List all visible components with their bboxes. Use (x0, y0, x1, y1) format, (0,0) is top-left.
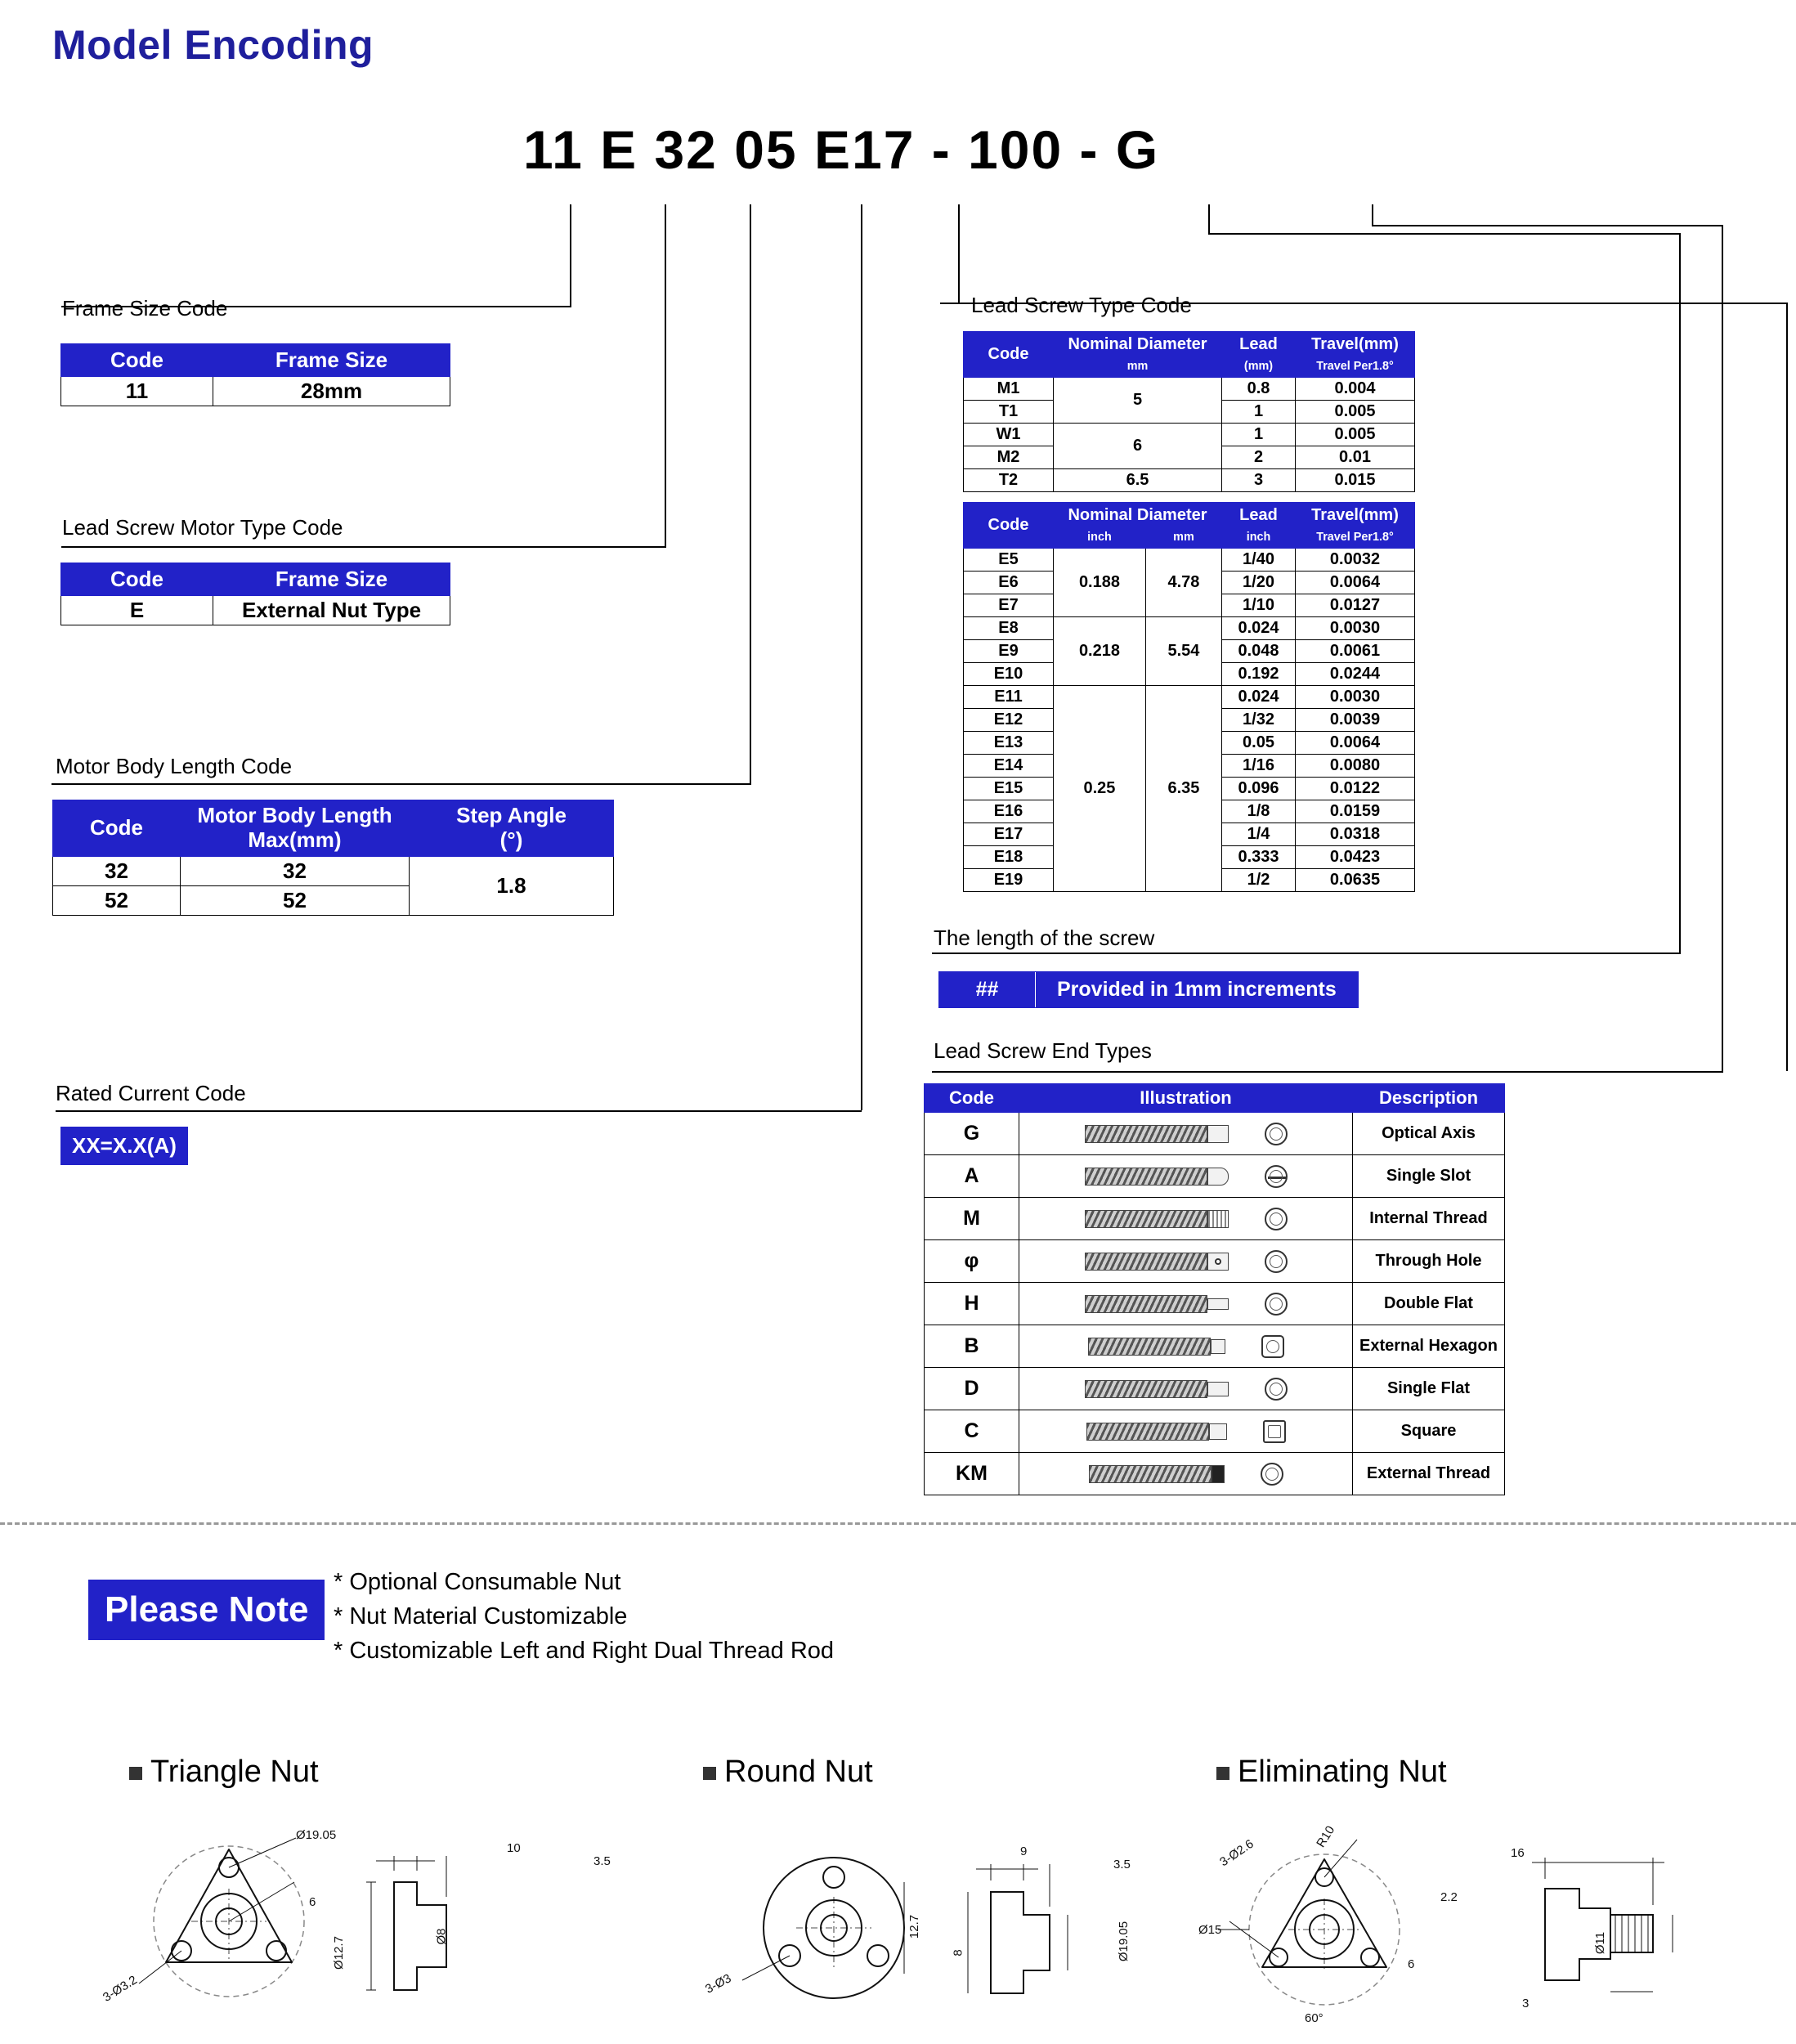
dim-label: 12.7 (907, 1914, 922, 1939)
table-row (925, 1198, 1505, 1240)
cell-travel: 0.0064 (1296, 731, 1415, 754)
table-motor-type (60, 563, 450, 625)
end-illustration-external-hexagon (1024, 1335, 1347, 1358)
badge-rated-current: XX=X.X(A) (60, 1127, 188, 1165)
cell-travel: 0.0064 (1296, 571, 1415, 594)
page-title: Model Encoding (52, 22, 374, 68)
cell-end-desc: External Hexagon (1353, 1325, 1505, 1368)
end-illustration-square (1024, 1420, 1347, 1443)
cell-end-code: M (925, 1198, 1019, 1240)
cell-step-angle: 1.8 (410, 856, 614, 915)
caption-motor-type: Lead Screw Motor Type Code (62, 515, 343, 540)
cell-travel: 0.0122 (1296, 777, 1415, 800)
nut-title-triangle (129, 1755, 319, 1790)
cell-dia-mm: 6.35 (1145, 685, 1221, 891)
leader-endtype-h2 (932, 1071, 1723, 1073)
table-row (964, 616, 1415, 639)
cell-bl-length-1: 32 (181, 856, 410, 885)
bullet-square-icon (129, 1767, 142, 1780)
table-body-length (52, 800, 614, 916)
cell-end-illustration (1019, 1198, 1353, 1240)
dim-label: Ø12.7 (331, 1936, 346, 1970)
cell-end-illustration (1019, 1240, 1353, 1283)
table-row (964, 423, 1415, 446)
cell-lead: 2 (1222, 446, 1296, 468)
th-m-travel-unit: Travel Per1.8° (1296, 357, 1415, 378)
cell-code: W1 (964, 423, 1054, 446)
cell-travel: 0.0159 (1296, 800, 1415, 823)
table-row (925, 1325, 1505, 1368)
drawing-eliminating-nut (1202, 1807, 1774, 2036)
cell-travel: 0.0030 (1296, 685, 1415, 708)
cell-code: E10 (964, 662, 1054, 685)
dim-label: 8 (951, 1949, 965, 1957)
cell-end-code: A (925, 1155, 1019, 1198)
model-code: 11 E 32 05 E17 - 100 - G (523, 119, 1160, 180)
dim-label: 16 (1511, 1846, 1525, 1860)
th-i-lead-unit: inch (1222, 528, 1296, 549)
leader-rated-current-v (861, 204, 862, 1110)
cell-code: E7 (964, 594, 1054, 616)
cell-end-illustration (1019, 1368, 1353, 1410)
cell-lead: 1/2 (1222, 868, 1296, 891)
cell-end-desc: Square (1353, 1410, 1505, 1453)
dim-label: 3-Ø3.2 (100, 1973, 140, 2005)
th-end-illustration: Illustration (1019, 1084, 1353, 1113)
cell-end-illustration (1019, 1453, 1353, 1495)
dim-label: Ø19.05 (1117, 1921, 1131, 1962)
cell-code: E19 (964, 868, 1054, 891)
th-bl-angle (410, 800, 614, 857)
end-illustration-single-slot (1024, 1165, 1347, 1188)
cell-lead: 1/16 (1222, 754, 1296, 777)
cell-travel: 0.0080 (1296, 754, 1415, 777)
end-illustration-single-flat (1024, 1378, 1347, 1401)
cell-travel: 0.015 (1296, 468, 1415, 491)
cell-dia-inch: 0.25 (1054, 685, 1146, 891)
cell-code: E8 (964, 616, 1054, 639)
th-bl-length (181, 800, 410, 857)
cell-bl-code-2: 52 (53, 885, 181, 915)
cell-code: M2 (964, 446, 1054, 468)
cell-code: E13 (964, 731, 1054, 754)
leader-length-h2 (932, 953, 1681, 954)
dim-label: 3 (1522, 1997, 1530, 2010)
th-m-lead: Lead (1222, 332, 1296, 357)
dim-label: 3.5 (593, 1854, 611, 1868)
th-m-lead-unit: (mm) (1222, 357, 1296, 378)
dim-label: Ø15 (1198, 1923, 1222, 1937)
cell-lead: 0.024 (1222, 685, 1296, 708)
table-end-types (924, 1083, 1505, 1495)
badge-please-note: Please Note (88, 1580, 325, 1640)
nut-title-text: Eliminating Nut (1238, 1755, 1447, 1789)
end-illustration-external-thread (1024, 1463, 1347, 1486)
dim-label: 9 (1020, 1845, 1028, 1858)
cell-code: E6 (964, 571, 1054, 594)
caption-body-length: Motor Body Length Code (56, 754, 293, 778)
bullet-square-icon (703, 1767, 716, 1780)
cell-bl-length-2: 52 (181, 885, 410, 915)
end-illustration-optical-axis (1024, 1123, 1347, 1145)
cell-dia: 6 (1054, 423, 1222, 468)
cell-travel: 0.01 (1296, 446, 1415, 468)
cell-lead: 0.05 (1222, 731, 1296, 754)
cell-end-code: H (925, 1283, 1019, 1325)
cell-end-illustration (1019, 1283, 1353, 1325)
cell-dia-inch: 0.218 (1054, 616, 1146, 685)
caption-frame-size: Frame Size Code (62, 296, 228, 320)
note-item: * Customizable Left and Right Dual Thread Rod (334, 1638, 835, 1665)
cell-end-code: φ (925, 1240, 1019, 1283)
cell-travel: 0.0039 (1296, 708, 1415, 731)
cell-end-illustration (1019, 1410, 1353, 1453)
nut-title-eliminating (1216, 1755, 1447, 1790)
note-item: * Optional Consumable Nut (334, 1569, 621, 1595)
leader-screwtype-v (958, 204, 960, 303)
th-i-dia: Nominal Diameter (1054, 503, 1222, 528)
cell-code: T1 (964, 400, 1054, 423)
cell-dia-inch: 0.188 (1054, 548, 1146, 616)
th-i-travel: Travel(mm) (1296, 503, 1415, 528)
cell-end-desc: Optical Axis (1353, 1113, 1505, 1155)
th-frame-size: Frame Size (213, 344, 450, 377)
th-i-travel-unit: Travel Per1.8° (1296, 528, 1415, 549)
cell-code: E18 (964, 845, 1054, 868)
table-row (964, 377, 1415, 400)
table-row (964, 685, 1415, 708)
th-m-travel: Travel(mm) (1296, 332, 1415, 357)
table-row (925, 1155, 1505, 1198)
table-row (925, 1113, 1505, 1155)
screw-length-code: ## (939, 972, 1036, 1007)
leader-rated-current-h (56, 1110, 862, 1112)
dim-label: 3-Ø2.6 (1217, 1836, 1256, 1870)
screw-length-desc: Provided in 1mm increments (1036, 972, 1358, 1007)
cell-lead: 1 (1222, 423, 1296, 446)
cell-end-illustration (1019, 1113, 1353, 1155)
end-illustration-internal-thread (1024, 1208, 1347, 1230)
cell-code: E9 (964, 639, 1054, 662)
table-row (53, 856, 614, 885)
th-bl-angle-line1: Step Angle (456, 803, 567, 827)
cell-code: E5 (964, 548, 1054, 571)
cell-end-illustration (1019, 1155, 1353, 1198)
cell-travel: 0.0244 (1296, 662, 1415, 685)
cell-lead: 3 (1222, 468, 1296, 491)
cell-frame-code: 11 (61, 377, 213, 406)
dim-label: 60° (1305, 2011, 1323, 2025)
section-divider (0, 1522, 1796, 1525)
table-row (925, 1453, 1505, 1495)
th-i-lead: Lead (1222, 503, 1296, 528)
cell-code: T2 (964, 468, 1054, 491)
leader-endtype-v2 (1722, 225, 1723, 1072)
nut-title-round (703, 1755, 873, 1790)
cell-lead: 1/32 (1222, 708, 1296, 731)
th-end-code: Code (925, 1084, 1019, 1113)
cell-travel: 0.0061 (1296, 639, 1415, 662)
cell-travel: 0.0423 (1296, 845, 1415, 868)
cell-travel: 0.004 (1296, 377, 1415, 400)
leader-length-v2 (1679, 233, 1681, 953)
dim-label: 3.5 (1113, 1858, 1131, 1871)
th-bl-length-line1: Motor Body Length (197, 803, 392, 827)
cell-travel: 0.0127 (1296, 594, 1415, 616)
cell-end-code: KM (925, 1453, 1019, 1495)
cell-code: E16 (964, 800, 1054, 823)
cell-code: E12 (964, 708, 1054, 731)
dim-label: 3-Ø3 (702, 1971, 734, 1997)
end-illustration-double-flat (1024, 1293, 1347, 1316)
dim-label: Ø8 (434, 1928, 449, 1945)
dim-label: Ø11 (1593, 1931, 1608, 1955)
th-i-code: Code (964, 503, 1054, 549)
cell-lead: 0.8 (1222, 377, 1296, 400)
note-item: * Nut Material Customizable (334, 1603, 628, 1630)
leader-motor-type-v (665, 204, 666, 546)
th-motor-code: Code (61, 563, 213, 596)
cell-code: M1 (964, 377, 1054, 400)
caption-lead-screw-type: Lead Screw Type Code (971, 293, 1192, 317)
th-m-dia-unit: mm (1054, 357, 1222, 378)
cell-code: E14 (964, 754, 1054, 777)
bullet-square-icon (1216, 1767, 1229, 1780)
table-frame-size (60, 343, 450, 406)
th-bl-code: Code (53, 800, 181, 857)
table-lead-screw-metric (963, 331, 1415, 492)
caption-screw-length: The length of the screw (934, 926, 1155, 950)
leader-screwtype-h2 (940, 303, 960, 304)
cell-travel: 0.0032 (1296, 548, 1415, 571)
cell-lead: 1/40 (1222, 548, 1296, 571)
leader-length-v (1208, 204, 1210, 233)
th-bl-angle-line2: (°) (499, 827, 523, 852)
dim-label: R10 (1314, 1823, 1338, 1850)
leader-screwtype-v2 (1786, 303, 1788, 1071)
cell-travel: 0.0030 (1296, 616, 1415, 639)
leader-body-length-v (750, 204, 751, 783)
cell-dia-mm: 5.54 (1145, 616, 1221, 685)
end-illustration-through-hole (1024, 1250, 1347, 1273)
dim-label: 2.2 (1440, 1890, 1458, 1904)
cell-travel: 0.005 (1296, 423, 1415, 446)
cell-lead: 0.096 (1222, 777, 1296, 800)
bar-screw-length (938, 971, 1359, 1008)
cell-end-desc: Through Hole (1353, 1240, 1505, 1283)
th-i-dia-mm: mm (1145, 528, 1221, 549)
please-note-list (334, 1565, 834, 1668)
leader-endtype-v (1372, 204, 1373, 225)
cell-code: E17 (964, 823, 1054, 845)
leader-frame-size-v (570, 204, 571, 306)
leader-motor-type-h (61, 546, 666, 548)
table-row (925, 1283, 1505, 1325)
cell-end-desc: Double Flat (1353, 1283, 1505, 1325)
cell-travel: 0.0635 (1296, 868, 1415, 891)
cell-travel: 0.005 (1296, 400, 1415, 423)
cell-motor-type: External Nut Type (213, 596, 450, 625)
caption-end-types: Lead Screw End Types (934, 1038, 1152, 1063)
cell-lead: 1/20 (1222, 571, 1296, 594)
cell-frame-size: 28mm (213, 377, 450, 406)
dim-label: 6 (1408, 1957, 1415, 1971)
table-row (964, 548, 1415, 571)
cell-lead: 1 (1222, 400, 1296, 423)
th-frame-code: Code (61, 344, 213, 377)
cell-code: E11 (964, 685, 1054, 708)
cell-lead: 1/4 (1222, 823, 1296, 845)
cell-end-desc: External Thread (1353, 1453, 1505, 1495)
cell-lead: 0.333 (1222, 845, 1296, 868)
th-end-description: Description (1353, 1084, 1505, 1113)
caption-rated-current: Rated Current Code (56, 1081, 246, 1105)
th-bl-length-line2: Max(mm) (248, 827, 342, 852)
table-lead-screw-imperial (963, 502, 1415, 892)
leader-length-h (1208, 233, 1681, 235)
nut-title-text: Round Nut (724, 1755, 873, 1789)
cell-end-desc: Internal Thread (1353, 1198, 1505, 1240)
table-row (925, 1240, 1505, 1283)
cell-end-code: D (925, 1368, 1019, 1410)
table-row (964, 468, 1415, 491)
leader-endtype-h (1372, 225, 1723, 226)
cell-lead: 0.048 (1222, 639, 1296, 662)
table-row (61, 596, 450, 625)
th-motor-size: Frame Size (213, 563, 450, 596)
cell-end-illustration (1019, 1325, 1353, 1368)
table-row (925, 1368, 1505, 1410)
cell-dia: 6.5 (1054, 468, 1222, 491)
cell-lead: 1/10 (1222, 594, 1296, 616)
cell-code: E15 (964, 777, 1054, 800)
cell-travel: 0.0318 (1296, 823, 1415, 845)
cell-end-code: B (925, 1325, 1019, 1368)
cell-dia-mm: 4.78 (1145, 548, 1221, 616)
cell-dia: 5 (1054, 377, 1222, 423)
leader-body-length-h (52, 783, 751, 785)
th-m-dia: Nominal Diameter (1054, 332, 1222, 357)
cell-end-desc: Single Slot (1353, 1155, 1505, 1198)
cell-bl-code-1: 32 (53, 856, 181, 885)
cell-end-code: C (925, 1410, 1019, 1453)
th-m-code: Code (964, 332, 1054, 378)
cell-end-desc: Single Flat (1353, 1368, 1505, 1410)
cell-lead: 1/8 (1222, 800, 1296, 823)
table-row (925, 1410, 1505, 1453)
th-i-dia-inch: inch (1054, 528, 1146, 549)
dim-label: 6 (309, 1895, 316, 1909)
cell-lead: 0.192 (1222, 662, 1296, 685)
table-row (61, 377, 450, 406)
cell-end-code: G (925, 1113, 1019, 1155)
dim-label: Ø19.05 (296, 1828, 337, 1842)
cell-motor-code: E (61, 596, 213, 625)
nut-title-text: Triangle Nut (150, 1755, 319, 1789)
dim-label: 10 (507, 1841, 521, 1855)
cell-lead: 0.024 (1222, 616, 1296, 639)
